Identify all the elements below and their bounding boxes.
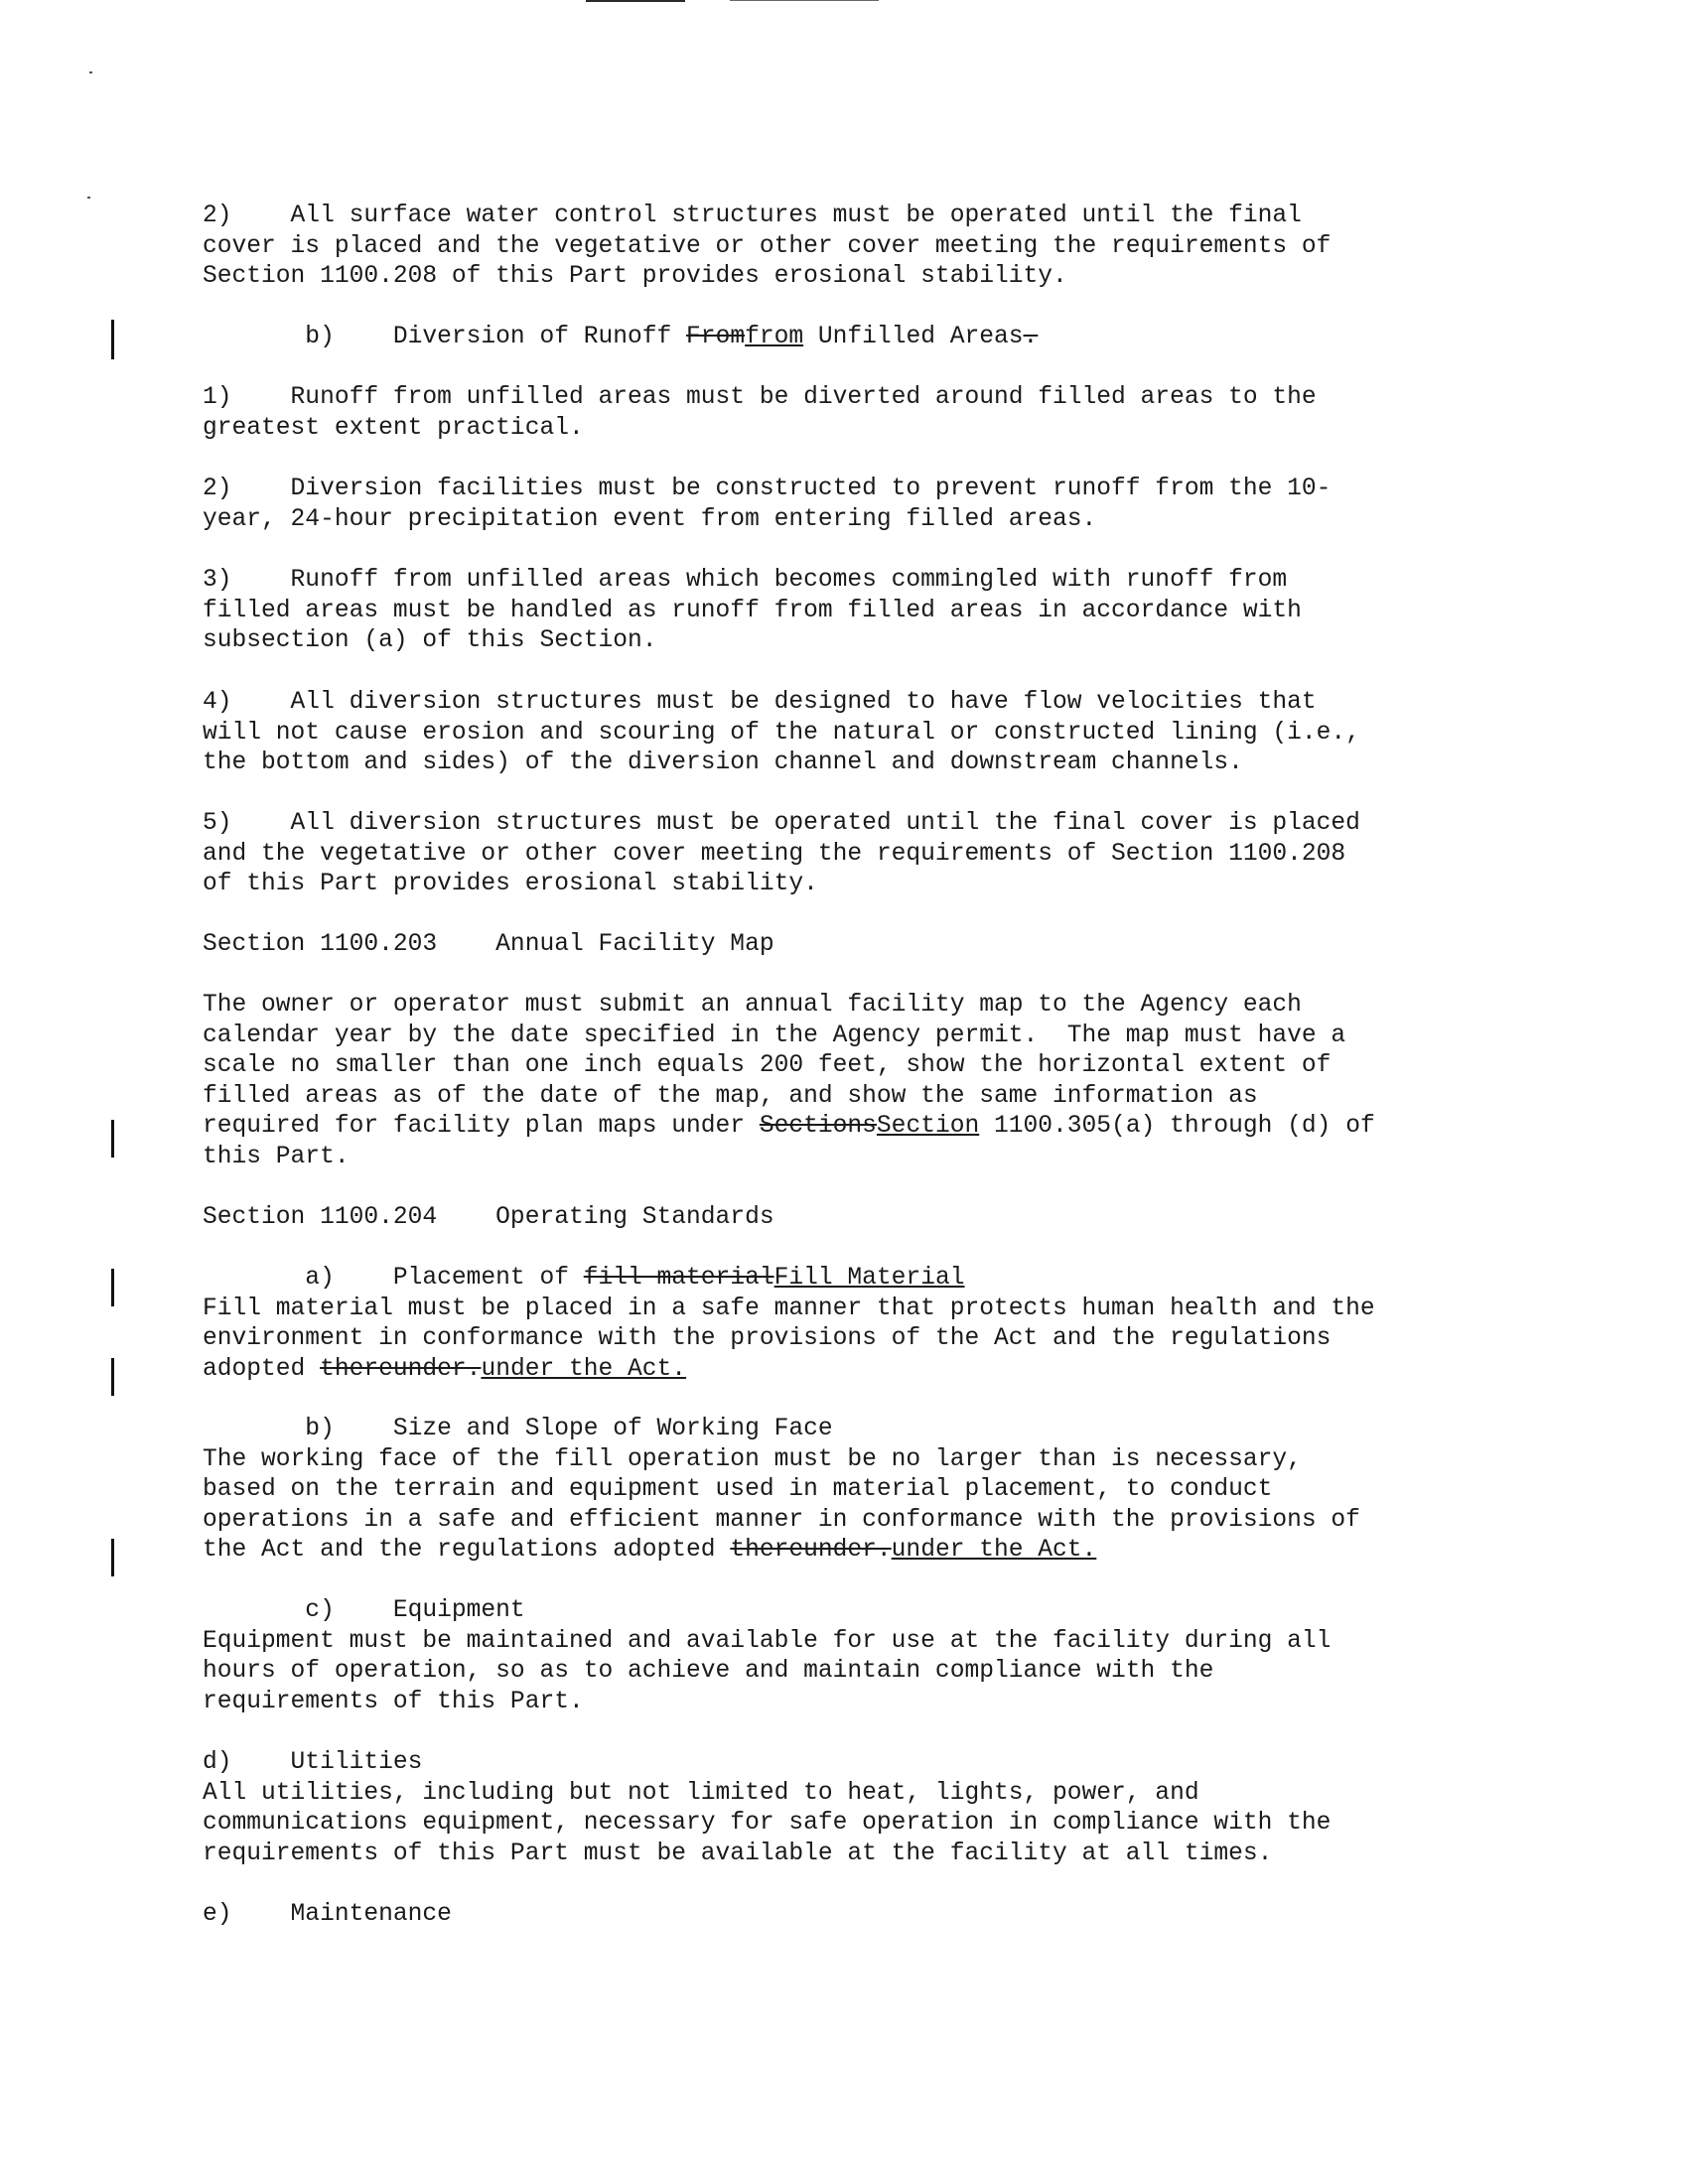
revision-change-bar bbox=[111, 1358, 114, 1396]
text-line bbox=[203, 383, 1593, 414]
text-line bbox=[203, 688, 1593, 719]
text-run: environment in conformance with the provisions of the Act and the regulations bbox=[203, 1325, 1332, 1352]
text-line bbox=[203, 1082, 1593, 1113]
text-line bbox=[203, 626, 1593, 657]
deleted-text: . bbox=[1023, 324, 1039, 350]
text-run: based on the terrain and equipment used in material placement, to conduct bbox=[203, 1476, 1273, 1503]
text-line bbox=[203, 1355, 1593, 1386]
text-run: b) Diversion of Runoff bbox=[203, 324, 687, 350]
deleted-text: thereunder. bbox=[730, 1537, 892, 1564]
paragraph bbox=[203, 1415, 1593, 1567]
revision-change-bar bbox=[111, 1120, 114, 1158]
text-run: the bottom and sides) of the diversion channel and downstream channels. bbox=[203, 750, 1243, 776]
section-heading bbox=[203, 1203, 1593, 1234]
text-line bbox=[203, 323, 1593, 353]
text-line bbox=[203, 1203, 1593, 1234]
text-run: scale no smaller than one inch equals 200 feet, show the horizontal extent of bbox=[203, 1052, 1332, 1079]
text-run: filled areas must be handled as runoff from filled areas in accordance with bbox=[203, 597, 1302, 624]
text-run: 4) All diversion structures must be designed to have flow velocities that bbox=[203, 689, 1317, 716]
text-run: The owner or operator must submit an annual facility map to the Agency each bbox=[203, 992, 1302, 1019]
text-line bbox=[203, 1900, 1593, 1931]
deleted-text: thereunder. bbox=[320, 1355, 482, 1383]
text-run: 2) All surface water control structures must be operated until the final bbox=[203, 203, 1302, 229]
text-run: All utilities, including but not limited to heat, lights, power, and bbox=[203, 1779, 1199, 1807]
text-run: c) Equipment bbox=[203, 1597, 525, 1624]
text-line bbox=[203, 1051, 1593, 1082]
text-run: subsection (a) of this Section. bbox=[203, 627, 657, 654]
text-run: operations in a safe and efficient manner in conformance with the provisions of bbox=[203, 1506, 1360, 1534]
deleted-text: fill material bbox=[583, 1265, 774, 1292]
text-line bbox=[203, 1536, 1593, 1567]
text-line bbox=[203, 1840, 1593, 1870]
scan-speck bbox=[87, 197, 90, 199]
deleted-text: Sections bbox=[759, 1113, 877, 1140]
text-line bbox=[203, 505, 1593, 536]
section-heading bbox=[203, 930, 1593, 961]
text-run: 1100.305(a) through (d) of bbox=[979, 1113, 1375, 1140]
deleted-text: From bbox=[686, 324, 746, 350]
inserted-text: Fill Material bbox=[773, 1265, 965, 1292]
text-run: greatest extent practical. bbox=[203, 414, 584, 442]
text-line bbox=[203, 840, 1593, 871]
text-run: of this Part provides erosional stability. bbox=[203, 871, 818, 897]
text-run: 5) All diversion structures must be operated until the final cover is placed bbox=[203, 810, 1360, 837]
text-line bbox=[203, 1688, 1593, 1718]
text-run: Fill material must be placed in a safe manner that protects human health and the bbox=[203, 1295, 1375, 1322]
inserted-text: under the Act. bbox=[481, 1355, 687, 1383]
text-run: b) Size and Slope of Working Face bbox=[203, 1416, 833, 1442]
text-run: d) Utilities bbox=[203, 1749, 423, 1776]
text-line bbox=[203, 1022, 1593, 1052]
text-line bbox=[203, 1295, 1593, 1325]
text-line bbox=[203, 566, 1593, 597]
text-line bbox=[203, 202, 1593, 232]
text-run: the Act and the regulations adopted bbox=[203, 1537, 731, 1564]
text-run: hours of operation, so as to achieve and maintain compliance with the bbox=[203, 1658, 1214, 1685]
text-run: The working face of the fill operation must be no larger than is necessary, bbox=[203, 1445, 1302, 1473]
paragraph bbox=[203, 809, 1593, 900]
revision-change-bar bbox=[111, 1269, 114, 1306]
inserted-text: from bbox=[745, 324, 804, 350]
text-line bbox=[203, 597, 1593, 627]
paragraph bbox=[203, 383, 1593, 444]
scan-speck bbox=[89, 71, 92, 73]
paragraph bbox=[203, 202, 1593, 293]
text-line bbox=[203, 809, 1593, 840]
text-run: cover is placed and the vegetative or other cover meeting the requirements of bbox=[203, 232, 1332, 260]
paragraph bbox=[203, 1748, 1593, 1869]
inserted-text: under the Act. bbox=[891, 1537, 1097, 1564]
text-run: Section 1100.208 of this Part provides erosional stability. bbox=[203, 263, 1067, 290]
text-run: requirements of this Part must be available at the facility at all times. bbox=[203, 1840, 1273, 1867]
text-line bbox=[203, 262, 1593, 293]
text-run: requirements of this Part. bbox=[203, 1688, 584, 1715]
text-line bbox=[203, 1779, 1593, 1810]
text-run: Unfilled Areas bbox=[803, 324, 1024, 350]
text-run: adopted bbox=[203, 1355, 321, 1383]
text-line bbox=[203, 1143, 1593, 1173]
text-line bbox=[203, 414, 1593, 445]
subsection-heading bbox=[203, 323, 1593, 353]
text-run: 3) Runoff from unfilled areas which becomes commingled with runoff from bbox=[203, 567, 1288, 594]
text-line bbox=[203, 719, 1593, 750]
text-line bbox=[203, 749, 1593, 779]
text-line bbox=[203, 1657, 1593, 1688]
text-line bbox=[203, 930, 1593, 961]
paragraph bbox=[203, 991, 1593, 1172]
text-line bbox=[203, 1324, 1593, 1355]
paragraph bbox=[203, 1264, 1593, 1385]
paragraph bbox=[203, 688, 1593, 779]
text-run: calendar year by the date specified in the Agency permit. The map must have a bbox=[203, 1022, 1346, 1049]
text-run: 2) Diversion facilities must be constructed to prevent runoff from the 10- bbox=[203, 476, 1332, 502]
text-line bbox=[203, 1475, 1593, 1506]
text-run: year, 24-hour precipitation event from entering filled areas. bbox=[203, 505, 1097, 533]
scan-artifact-line bbox=[730, 0, 879, 1]
revision-change-bar bbox=[111, 1539, 114, 1576]
text-run: required for facility plan maps under bbox=[203, 1113, 760, 1140]
text-run: e) Maintenance bbox=[203, 1901, 452, 1928]
text-line bbox=[203, 1112, 1593, 1143]
paragraph bbox=[203, 566, 1593, 657]
text-run: 1) Runoff from unfilled areas must be diverted around filled areas to the bbox=[203, 384, 1317, 411]
text-line bbox=[203, 232, 1593, 263]
text-line bbox=[203, 1748, 1593, 1779]
text-line bbox=[203, 1445, 1593, 1476]
inserted-text: Section bbox=[876, 1113, 980, 1140]
text-run: Section 1100.203 Annual Facility Map bbox=[203, 931, 774, 958]
text-line bbox=[203, 1596, 1593, 1627]
text-run: Section 1100.204 Operating Standards bbox=[203, 1204, 774, 1231]
text-line bbox=[203, 991, 1593, 1022]
text-run: communications equipment, necessary for safe operation in compliance with the bbox=[203, 1810, 1332, 1837]
text-run: a) Placement of bbox=[203, 1265, 584, 1292]
text-line bbox=[203, 870, 1593, 900]
paragraph bbox=[203, 1900, 1593, 1931]
paragraph bbox=[203, 475, 1593, 535]
text-run: Equipment must be maintained and available for use at the facility during all bbox=[203, 1627, 1332, 1655]
text-run: will not cause erosion and scouring of the natural or constructed lining (i.e., bbox=[203, 719, 1360, 747]
paragraph bbox=[203, 1596, 1593, 1717]
text-line bbox=[203, 1627, 1593, 1658]
text-run: filled areas as of the date of the map, and show the same information as bbox=[203, 1082, 1258, 1110]
text-line bbox=[203, 1506, 1593, 1537]
text-line bbox=[203, 1415, 1593, 1445]
text-line bbox=[203, 1809, 1593, 1840]
revision-change-bar bbox=[111, 320, 114, 359]
text-line bbox=[203, 475, 1593, 505]
text-run: this Part. bbox=[203, 1143, 350, 1170]
scan-artifact-line bbox=[586, 0, 685, 2]
text-run: and the vegetative or other cover meeting the requirements of Section 1100.208 bbox=[203, 840, 1346, 868]
text-line bbox=[203, 1264, 1593, 1295]
